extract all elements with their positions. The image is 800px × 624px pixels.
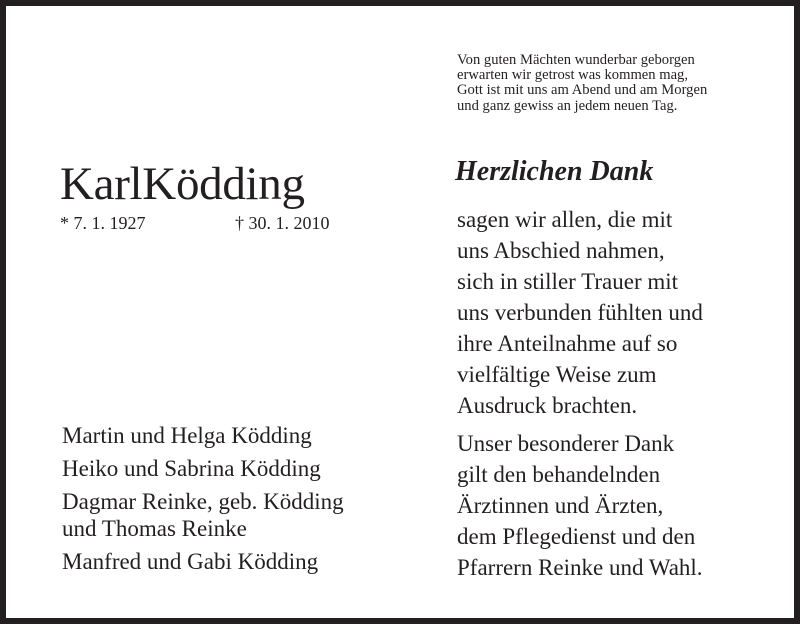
thanks-line: uns Abschied nahmen, [457,238,665,263]
thanks-line: Ausdruck brachten. [457,393,638,418]
family-entry [62,422,344,449]
thanks-line: dem Pflegedienst und den [457,524,696,549]
family-entry-line: Dagmar Reinke, geb. Ködding [62,489,344,514]
family-entry [62,548,344,575]
thanks-line: sagen wir allen, die mit [457,207,673,232]
family-entry-line: Manfred und Gabi Ködding [62,549,319,574]
family-entry-line: und Thomas Reinke [62,516,247,541]
family-entry-line: Heiko und Sabrina Ködding [62,456,321,481]
poem-line: erwarten wir getrost was kommen mag, [457,67,688,84]
poem-line: Gott ist mit uns am Abend und am Morgen [457,82,708,99]
poem-line: Von guten Mächten wunderbar geborgen [457,52,695,68]
thanks-line: uns verbunden fühlten und [457,300,703,325]
thanks-line: ihre Anteilnahme auf so [457,331,678,356]
family-entry [62,488,344,542]
thanks-heading: Herzlichen Dank [455,156,654,187]
poem-quote [457,53,707,114]
thanks-line: Ärztinnen und Ärzten, [457,493,664,518]
thanks-paragraph-1 [457,204,703,421]
death-date: † 30. 1. 2010 [235,213,330,233]
thanks-line: sich in stiller Trauer mit [457,269,679,294]
family-list [62,422,344,581]
family-entry [62,455,344,482]
family-entry-line: Martin und Helga Ködding [62,423,312,448]
deceased-name: KarlKödding [60,158,305,210]
thanks-line: gilt den behandelnden [457,462,661,487]
thanks-line: Unser besonderer Dank [457,431,675,456]
poem-line: und ganz gewiss an jedem neuen Tag. [457,97,678,114]
thanks-paragraph-2 [457,428,703,583]
birth-date: * 7. 1. 1927 [60,213,146,233]
thanks-line: Pfarrern Reinke und Wahl. [457,555,703,580]
thanks-line: vielfältige Weise zum [457,362,657,387]
